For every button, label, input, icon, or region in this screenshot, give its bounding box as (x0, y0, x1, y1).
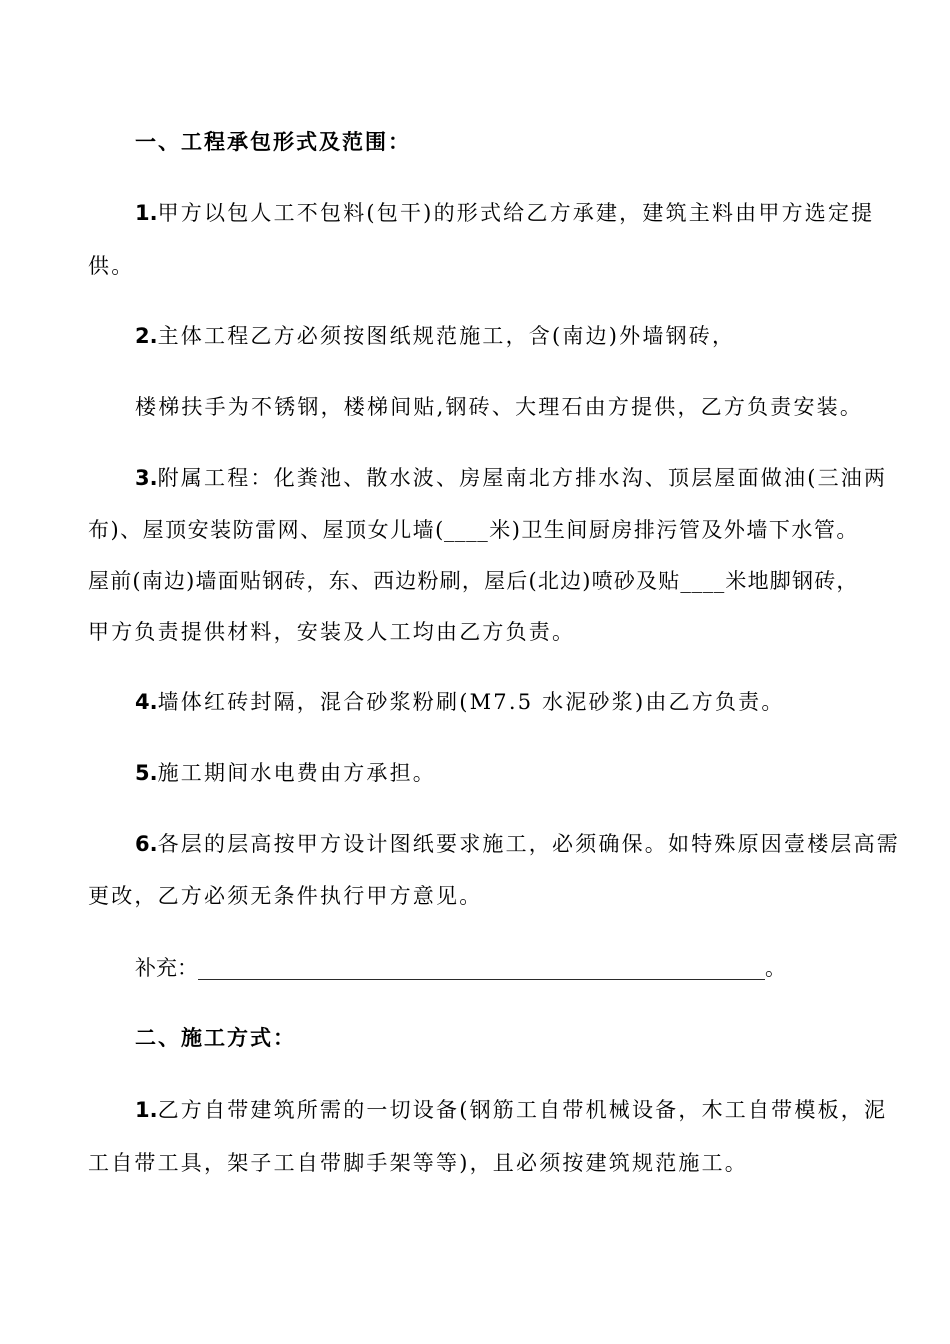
item-number: 5. (135, 761, 158, 785)
item-5-line-1 (135, 759, 915, 787)
item-text: 各层的层高按甲方设计图纸要求施工，必须确保。如特殊原因壹楼层高需 (157, 832, 900, 856)
item-number: 2. (135, 324, 158, 348)
item-text: 甲方以包人工不包料(包干)的形式给乙方承建，建筑主料由甲方选定提 (157, 201, 875, 225)
item-text: 附属工程：化粪池、散水波、房屋南北方排水沟、顶层屋面做油(三油两 (157, 466, 888, 490)
section-heading-2: 二、施工方式： (135, 1026, 296, 1050)
item-3-line-1 (135, 464, 888, 492)
section-heading-1: 一、工程承包形式及范围： (135, 130, 411, 154)
supplement-line: 补充：______________________________________________________。 (135, 956, 786, 980)
item-2-line-1 (135, 322, 915, 350)
section2-item-1-line-2: 工自带工具，架子工自带脚手架等等)，且必须按建筑规范施工。 (88, 1151, 748, 1175)
item-6-line-2: 更改，乙方必须无条件执行甲方意见。 (88, 884, 483, 908)
item-number: 4. (135, 690, 158, 714)
item-number: 6. (135, 832, 158, 856)
item-text: 施工期间水电费由方承担。 (157, 761, 436, 785)
item-4-line-1 (135, 688, 915, 716)
item-1-line-1 (135, 199, 875, 227)
item-number: 3. (135, 466, 158, 490)
item-1-line-2: 供。 (88, 254, 135, 278)
item-text: 墙体红砖封隔，混合砂浆粉刷(M7.5 水泥砂浆)由乙方负责。 (157, 690, 785, 714)
item-text: 主体工程乙方必须按图纸规范施工，含(南边)外墙钢砖， (157, 324, 736, 348)
item-2-line-2: 楼梯扶手为不锈钢，楼梯间贴,钢砖、大理石由方提供，乙方负责安装。 (135, 395, 864, 419)
item-6-line-1 (135, 830, 900, 858)
item-3-line-4: 甲方负责提供材料，安装及人工均由乙方负责。 (88, 620, 576, 644)
item-number: 1. (135, 201, 158, 225)
item-number: 1. (135, 1098, 158, 1122)
item-text: 乙方自带建筑所需的一切设备(钢筋工自带机械设备，木工自带模板，泥 (157, 1098, 888, 1122)
item-3-line-3: 屋前(南边)墙面贴钢砖，东、西边粉刷，屋后(北边)喷砂及贴____米地脚钢砖， (88, 569, 858, 593)
item-3-line-2: 布)、屋顶安装防雷网、屋顶女儿墙(____米)卫生间厨房排污管及外墙下水管。 (88, 518, 858, 542)
section2-item-1-line-1 (135, 1096, 888, 1124)
